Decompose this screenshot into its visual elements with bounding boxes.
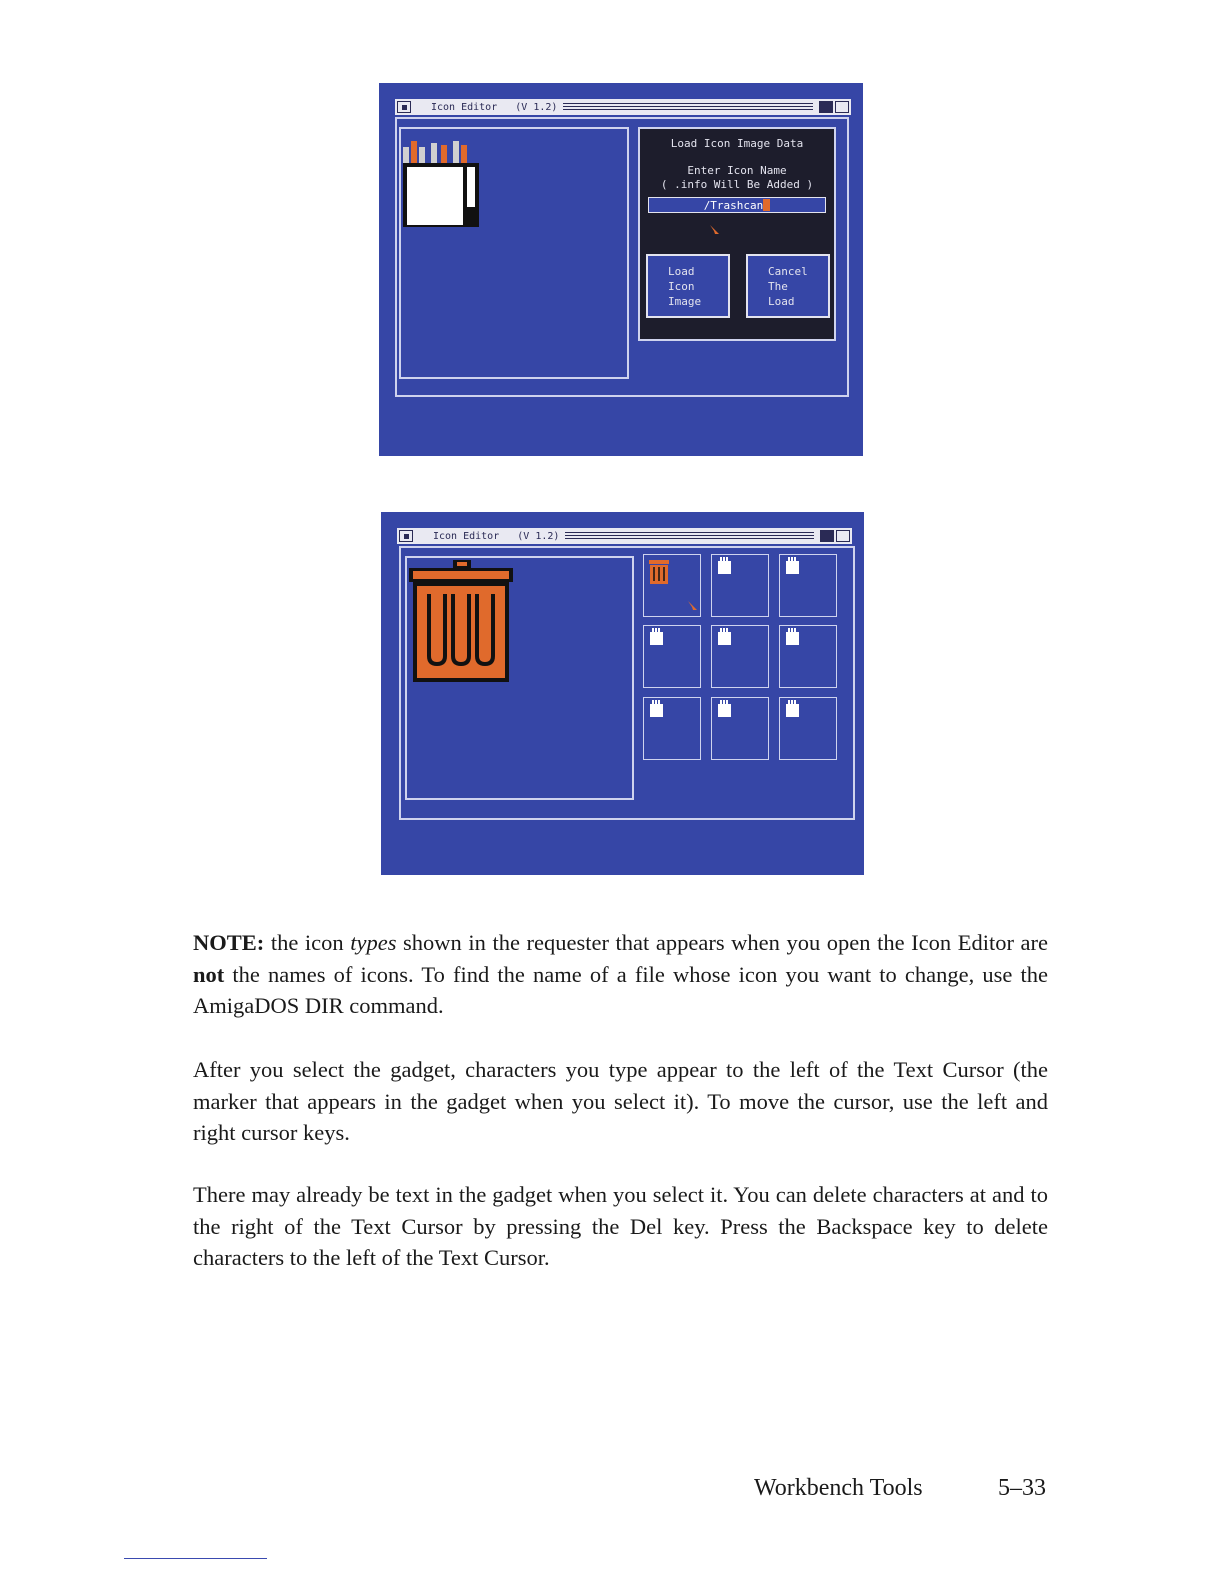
icon-slot-2[interactable] [711, 554, 769, 617]
icon-name-value: /Trashcan [703, 198, 764, 212]
icon-slot-9[interactable] [779, 697, 837, 760]
delete-keys-paragraph: There may already be text in the gadget when you select it. You can delete characters at and to the right of the Text Cursor by pressing the Del key. Press the Backspace key to delete characters to the left of the Text Cursor. [193, 1182, 1048, 1270]
icon-slot-8[interactable] [711, 697, 769, 760]
mini-trashcan-icon [648, 559, 670, 585]
screenshot-trashcan-loaded [381, 512, 864, 875]
icon-slot-6[interactable] [779, 625, 837, 688]
requester-prompt: Enter Icon Name [687, 164, 787, 177]
depth-back-icon[interactable] [836, 530, 850, 542]
drawer-icon [786, 632, 799, 645]
depth-back-icon[interactable] [835, 101, 849, 113]
depth-front-icon[interactable] [820, 530, 834, 542]
screenshot-load-requester [379, 83, 863, 456]
mouse-pointer-icon [688, 601, 698, 611]
depth-gadgets[interactable] [819, 101, 849, 113]
load-icon-image-button[interactable]: Load Icon Image [646, 254, 730, 318]
requester-title: Load Icon Image Data [670, 137, 804, 150]
icon-name-input[interactable] [648, 197, 826, 213]
drawer-icon [650, 632, 663, 645]
bottom-rule [124, 1558, 267, 1559]
depth-gadgets[interactable] [820, 530, 850, 542]
footer-section: Workbench Tools [754, 1475, 923, 1501]
requester-hint: ( .info Will Be Added ) [660, 178, 814, 191]
drawer-icon [650, 704, 663, 717]
load-icon-requester [638, 127, 836, 341]
cancel-the-load-button[interactable]: Cancel The Load [746, 254, 830, 318]
depth-front-icon[interactable] [819, 101, 833, 113]
drawer-icon [718, 561, 731, 574]
text-cursor [763, 199, 770, 211]
drawer-icon [786, 704, 799, 717]
close-gadget-icon[interactable] [397, 101, 411, 113]
note-paragraph: NOTE: the icon types shown in the requester that appears when you open the Icon Editor are not the names of icons. To find the name of a file whose icon you want to change, use the AmigaDOS DIR command. [193, 930, 1048, 1018]
titlebar-drag-bar[interactable] [563, 103, 813, 111]
icon-slot-5[interactable] [711, 625, 769, 688]
text-cursor-paragraph: After you select the gadget, characters you type appear to the left of the Text Cursor (the marker that appears in the gadget when you select it). To move the cursor, use the left and right cursor keys. [193, 1057, 1048, 1145]
window-title: Icon Editor (V 1.2) [433, 530, 560, 542]
window-titlebar[interactable] [395, 99, 851, 115]
drawer-icon [718, 632, 731, 645]
close-gadget-icon[interactable] [399, 530, 413, 542]
note-label: NOTE: [193, 930, 265, 955]
icon-slot-3[interactable] [779, 554, 837, 617]
page-number: 5–33 [998, 1475, 1046, 1501]
icon-slot-7[interactable] [643, 697, 701, 760]
icon-slot-4[interactable] [643, 625, 701, 688]
drawer-icon [718, 704, 731, 717]
titlebar-drag-bar[interactable] [565, 532, 814, 540]
mouse-pointer-icon [710, 225, 720, 235]
trashcan-icon [407, 560, 515, 684]
drawer-icon [786, 561, 799, 574]
drawer-icon [401, 133, 493, 231]
window-title: Icon Editor (V 1.2) [431, 101, 558, 113]
window-titlebar[interactable] [397, 528, 852, 544]
icon-slot-1[interactable] [643, 554, 701, 617]
